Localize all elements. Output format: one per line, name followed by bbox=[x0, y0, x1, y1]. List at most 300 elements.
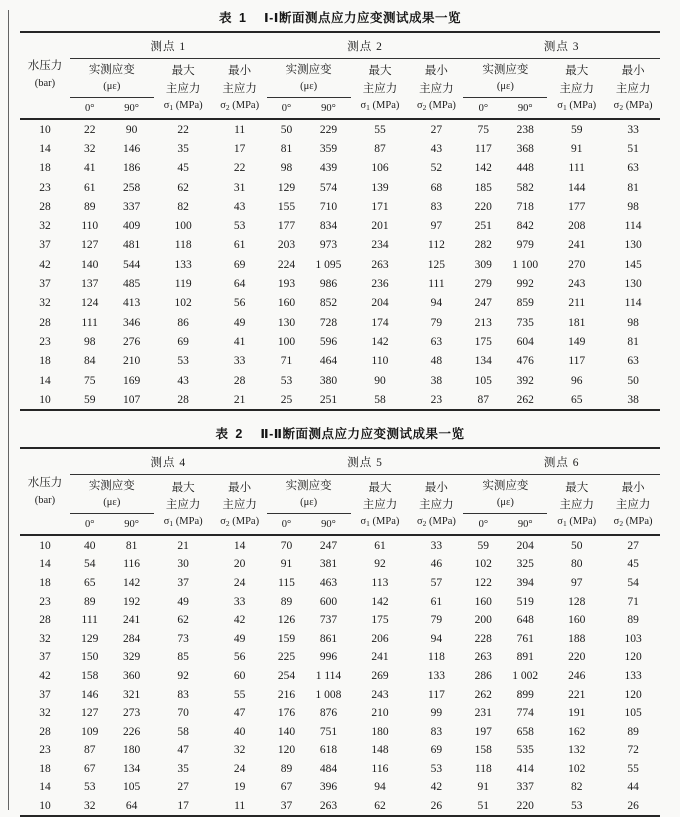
deg90-header: 90° bbox=[503, 514, 547, 536]
value-cell: 229 bbox=[319, 123, 338, 136]
pressure-cell: 28 bbox=[39, 614, 51, 627]
value-cell: 180 bbox=[371, 725, 389, 738]
value-cell: 133 bbox=[427, 669, 446, 682]
group-header-point-2: 测点 2 bbox=[267, 32, 464, 59]
value-cell: 23 bbox=[430, 393, 443, 406]
value-cell: 337 bbox=[516, 781, 534, 794]
value-cell: 1 100 bbox=[512, 258, 539, 271]
sigma2-unit-label: $\sigma_2$ (MPa) bbox=[220, 99, 260, 112]
value-cell: 27 bbox=[627, 539, 639, 552]
value-cell: 360 bbox=[123, 669, 141, 682]
value-cell: 380 bbox=[319, 374, 338, 387]
value-cell: 75 bbox=[83, 374, 96, 387]
value-cell: 159 bbox=[277, 632, 296, 645]
value-cell: 392 bbox=[516, 374, 534, 387]
value-cell: 73 bbox=[177, 632, 189, 645]
sigma2-unit-label: $\sigma_2$ (MPa) bbox=[416, 99, 456, 112]
group-header-point-4: 测点 4 bbox=[70, 448, 267, 475]
value-cell: 110 bbox=[371, 355, 389, 368]
value-cell: 97 bbox=[570, 576, 583, 589]
value-cell: 174 bbox=[371, 316, 389, 329]
data-row bbox=[20, 667, 660, 686]
value-cell: 177 bbox=[277, 220, 296, 233]
value-cell: 120 bbox=[624, 688, 642, 701]
value-cell: 50 bbox=[570, 539, 583, 552]
value-cell: 22 bbox=[83, 123, 96, 136]
value-cell: 55 bbox=[233, 688, 246, 701]
water-pressure-header bbox=[20, 448, 70, 535]
value-cell: 100 bbox=[174, 220, 192, 233]
pressure-cell: 18 bbox=[39, 355, 51, 368]
table-1-body bbox=[20, 119, 660, 410]
pressure-cell: 32 bbox=[39, 297, 51, 310]
value-cell: 226 bbox=[123, 725, 141, 738]
max-label-2: 主应力 bbox=[559, 499, 594, 512]
value-cell: 1 114 bbox=[315, 669, 342, 682]
value-cell: 648 bbox=[516, 614, 534, 627]
strain-unit: (με) bbox=[300, 497, 318, 509]
value-cell: 81 bbox=[280, 142, 293, 155]
value-cell: 413 bbox=[123, 297, 141, 310]
value-cell: 81 bbox=[627, 181, 639, 194]
value-cell: 381 bbox=[319, 558, 338, 571]
max-label-2: 主应力 bbox=[559, 82, 594, 95]
value-cell: 519 bbox=[516, 595, 534, 608]
group-header-row bbox=[20, 32, 660, 59]
value-cell: 484 bbox=[319, 762, 338, 775]
value-cell: 83 bbox=[430, 200, 443, 213]
value-cell: 1 002 bbox=[512, 669, 539, 682]
value-cell: 842 bbox=[516, 220, 534, 233]
min-principal-stress-header bbox=[409, 475, 463, 536]
deg90-header: 90° bbox=[110, 514, 154, 536]
value-cell: 114 bbox=[624, 297, 642, 310]
value-cell: 834 bbox=[319, 220, 338, 233]
value-cell: 65 bbox=[83, 576, 96, 589]
value-cell: 228 bbox=[474, 632, 492, 645]
value-cell: 91 bbox=[570, 142, 583, 155]
table-2-title: Ⅱ-Ⅱ断面测点应力应变测试成果一览 bbox=[260, 427, 465, 442]
value-cell: 58 bbox=[177, 725, 189, 738]
value-cell: 96 bbox=[570, 374, 583, 387]
data-row bbox=[20, 797, 660, 817]
value-cell: 37 bbox=[177, 576, 189, 589]
value-cell: 481 bbox=[123, 239, 141, 252]
value-cell: 11 bbox=[234, 123, 246, 136]
value-cell: 68 bbox=[430, 181, 443, 194]
value-cell: 105 bbox=[474, 374, 492, 387]
value-cell: 254 bbox=[277, 669, 296, 682]
value-cell: 140 bbox=[277, 725, 296, 738]
value-cell: 37 bbox=[280, 800, 293, 813]
data-row bbox=[20, 236, 660, 255]
min-label-2: 主应力 bbox=[222, 82, 257, 95]
value-cell: 89 bbox=[627, 725, 639, 738]
sigma1-unit-label: $\sigma_1$ (MPa) bbox=[557, 99, 597, 112]
min-principal-stress-header bbox=[213, 475, 267, 536]
data-row bbox=[20, 592, 660, 611]
data-row bbox=[20, 332, 660, 351]
value-cell: 41 bbox=[233, 335, 246, 348]
value-cell: 158 bbox=[474, 744, 492, 757]
min-principal-stress-header bbox=[606, 475, 660, 536]
value-cell: 160 bbox=[568, 614, 586, 627]
value-cell: 28 bbox=[177, 393, 189, 406]
value-cell: 119 bbox=[174, 278, 192, 291]
scan-margin-line bbox=[8, 10, 9, 810]
value-cell: 220 bbox=[516, 800, 534, 813]
value-cell: 891 bbox=[516, 651, 534, 664]
value-cell: 64 bbox=[233, 278, 246, 291]
stress-strain-table-1 bbox=[20, 31, 660, 411]
value-cell: 111 bbox=[81, 614, 98, 627]
value-cell: 59 bbox=[477, 539, 490, 552]
max-principal-stress-header bbox=[547, 475, 606, 536]
value-cell: 176 bbox=[277, 707, 296, 720]
value-cell: 129 bbox=[277, 181, 296, 194]
pressure-cell: 23 bbox=[39, 181, 51, 194]
value-cell: 394 bbox=[516, 576, 534, 589]
pressure-cell: 32 bbox=[39, 707, 51, 720]
value-cell: 185 bbox=[474, 181, 492, 194]
value-cell: 263 bbox=[319, 800, 338, 813]
value-cell: 852 bbox=[319, 297, 338, 310]
sigma2-unit-label: $\sigma_2$ (MPa) bbox=[613, 99, 653, 112]
value-cell: 49 bbox=[233, 632, 246, 645]
pressure-cell: 14 bbox=[39, 374, 51, 387]
value-cell: 658 bbox=[516, 725, 534, 738]
min-principal-stress-header bbox=[213, 59, 267, 120]
value-cell: 582 bbox=[516, 181, 534, 194]
value-cell: 251 bbox=[474, 220, 492, 233]
measured-strain-header bbox=[70, 475, 154, 514]
value-cell: 107 bbox=[123, 393, 141, 406]
value-cell: 127 bbox=[81, 707, 99, 720]
sigma1-unit-label: $\sigma_1$ (MPa) bbox=[163, 99, 203, 112]
value-cell: 220 bbox=[568, 651, 586, 664]
value-cell: 899 bbox=[516, 688, 534, 701]
max-label-2: 主应力 bbox=[165, 499, 201, 512]
value-cell: 51 bbox=[627, 142, 639, 155]
max-label-2: 主应力 bbox=[362, 82, 398, 95]
deg0-header: 0° bbox=[267, 514, 307, 536]
value-cell: 98 bbox=[83, 335, 96, 348]
value-cell: 140 bbox=[81, 258, 99, 271]
value-cell: 115 bbox=[278, 576, 295, 589]
value-cell: 269 bbox=[371, 669, 389, 682]
value-cell: 71 bbox=[627, 595, 639, 608]
strain-unit: (με) bbox=[496, 80, 514, 92]
strain-label: 实测应变 bbox=[285, 479, 332, 492]
group-header-point-1: 测点 1 bbox=[70, 32, 267, 59]
value-cell: 337 bbox=[123, 200, 141, 213]
value-cell: 246 bbox=[568, 669, 586, 682]
value-cell: 463 bbox=[319, 576, 338, 589]
min-label-1: 最小 bbox=[424, 481, 448, 494]
value-cell: 150 bbox=[81, 651, 99, 664]
data-row bbox=[20, 159, 660, 178]
max-label-1: 最大 bbox=[565, 481, 589, 494]
strain-unit: (με) bbox=[103, 80, 121, 92]
pressure-cell: 37 bbox=[39, 278, 51, 291]
pressure-cell: 18 bbox=[39, 762, 51, 775]
value-cell: 102 bbox=[174, 297, 192, 310]
sigma1-unit-label: $\sigma_1$ (MPa) bbox=[360, 516, 400, 529]
value-cell: 111 bbox=[428, 278, 445, 291]
value-cell: 160 bbox=[277, 297, 296, 310]
pressure-cell: 28 bbox=[39, 316, 51, 329]
value-cell: 737 bbox=[319, 614, 338, 627]
value-cell: 116 bbox=[123, 558, 141, 571]
value-cell: 146 bbox=[123, 142, 141, 155]
value-cell: 596 bbox=[319, 335, 338, 348]
water-pressure-unit: (bar) bbox=[34, 494, 56, 506]
value-cell: 43 bbox=[430, 142, 443, 155]
min-principal-stress-header bbox=[409, 59, 463, 120]
value-cell: 81 bbox=[125, 539, 138, 552]
value-cell: 91 bbox=[280, 558, 293, 571]
sigma1-unit-label: $\sigma_1$ (MPa) bbox=[360, 99, 400, 112]
value-cell: 42 bbox=[233, 614, 246, 627]
value-cell: 98 bbox=[627, 200, 639, 213]
value-cell: 263 bbox=[371, 258, 389, 271]
value-cell: 53 bbox=[280, 374, 293, 387]
value-cell: 72 bbox=[627, 744, 639, 757]
data-row bbox=[20, 574, 660, 593]
value-cell: 276 bbox=[123, 335, 141, 348]
value-cell: 992 bbox=[516, 278, 534, 291]
value-cell: 134 bbox=[123, 762, 141, 775]
value-cell: 761 bbox=[516, 632, 534, 645]
min-label-1: 最小 bbox=[424, 65, 448, 78]
pressure-cell: 10 bbox=[39, 393, 51, 406]
value-cell: 59 bbox=[83, 393, 96, 406]
value-cell: 325 bbox=[516, 558, 534, 571]
value-cell: 247 bbox=[319, 539, 338, 552]
value-cell: 84 bbox=[83, 355, 96, 368]
value-cell: 396 bbox=[319, 781, 338, 794]
value-cell: 149 bbox=[568, 335, 586, 348]
value-cell: 65 bbox=[570, 393, 583, 406]
value-cell: 61 bbox=[233, 239, 246, 252]
data-row bbox=[20, 648, 660, 667]
value-cell: 55 bbox=[374, 123, 386, 136]
value-cell: 243 bbox=[371, 688, 389, 701]
value-cell: 270 bbox=[568, 258, 586, 271]
measured-strain-header bbox=[267, 475, 351, 514]
value-cell: 986 bbox=[319, 278, 338, 291]
value-cell: 63 bbox=[430, 335, 443, 348]
measured-strain-header bbox=[70, 59, 154, 98]
value-cell: 718 bbox=[516, 200, 534, 213]
deg0-header: 0° bbox=[463, 514, 503, 536]
value-cell: 137 bbox=[81, 278, 99, 291]
value-cell: 53 bbox=[83, 781, 96, 794]
value-cell: 14 bbox=[233, 539, 246, 552]
value-cell: 118 bbox=[428, 651, 445, 664]
value-cell: 26 bbox=[627, 800, 639, 813]
deg0-header: 0° bbox=[70, 514, 110, 536]
value-cell: 774 bbox=[516, 707, 534, 720]
value-cell: 162 bbox=[568, 725, 586, 738]
strain-label: 实测应变 bbox=[482, 63, 529, 76]
value-cell: 98 bbox=[627, 316, 639, 329]
min-label-1: 最小 bbox=[621, 481, 645, 494]
value-cell: 262 bbox=[474, 688, 492, 701]
pressure-cell: 32 bbox=[39, 220, 51, 233]
value-cell: 98 bbox=[280, 162, 293, 175]
value-cell: 57 bbox=[430, 576, 443, 589]
value-cell: 220 bbox=[474, 200, 492, 213]
value-cell: 604 bbox=[516, 335, 534, 348]
value-cell: 117 bbox=[568, 355, 586, 368]
group-header-point-6: 测点 6 bbox=[463, 448, 660, 475]
value-cell: 146 bbox=[81, 688, 99, 701]
value-cell: 130 bbox=[277, 316, 296, 329]
value-cell: 53 bbox=[570, 800, 583, 813]
data-row bbox=[20, 778, 660, 797]
measured-strain-header bbox=[463, 475, 547, 514]
value-cell: 309 bbox=[474, 258, 492, 271]
value-cell: 464 bbox=[319, 355, 338, 368]
value-cell: 329 bbox=[123, 651, 141, 664]
value-cell: 273 bbox=[123, 707, 141, 720]
value-cell: 139 bbox=[371, 181, 389, 194]
strain-unit: (με) bbox=[300, 80, 318, 92]
value-cell: 28 bbox=[233, 374, 246, 387]
value-cell: 180 bbox=[123, 744, 141, 757]
value-cell: 43 bbox=[177, 374, 189, 387]
value-cell: 117 bbox=[428, 688, 445, 701]
value-cell: 122 bbox=[474, 576, 492, 589]
value-cell: 414 bbox=[516, 762, 534, 775]
pressure-cell: 18 bbox=[39, 576, 51, 589]
value-cell: 439 bbox=[319, 162, 338, 175]
value-cell: 79 bbox=[430, 316, 443, 329]
value-cell: 169 bbox=[123, 374, 141, 387]
value-cell: 751 bbox=[319, 725, 338, 738]
data-row bbox=[20, 216, 660, 235]
value-cell: 17 bbox=[233, 142, 246, 155]
value-cell: 203 bbox=[277, 239, 296, 252]
data-row bbox=[20, 294, 660, 313]
value-cell: 197 bbox=[474, 725, 492, 738]
value-cell: 247 bbox=[474, 297, 492, 310]
value-cell: 22 bbox=[233, 162, 246, 175]
water-pressure-unit: (bar) bbox=[34, 78, 56, 90]
value-cell: 83 bbox=[430, 725, 443, 738]
value-cell: 50 bbox=[627, 374, 639, 387]
value-cell: 243 bbox=[568, 278, 586, 291]
data-row bbox=[20, 390, 660, 410]
value-cell: 31 bbox=[233, 181, 246, 194]
strain-label: 实测应变 bbox=[285, 63, 332, 76]
sigma2-unit-label: $\sigma_2$ (MPa) bbox=[220, 516, 260, 529]
strain-label: 实测应变 bbox=[88, 63, 135, 76]
value-cell: 224 bbox=[277, 258, 296, 271]
deg0-header: 0° bbox=[70, 98, 110, 120]
value-cell: 102 bbox=[474, 558, 492, 571]
value-cell: 48 bbox=[430, 355, 443, 368]
pressure-cell: 14 bbox=[39, 142, 51, 155]
value-cell: 82 bbox=[570, 781, 583, 794]
pressure-cell: 37 bbox=[39, 688, 51, 701]
data-row bbox=[20, 371, 660, 390]
max-label-2: 主应力 bbox=[362, 499, 398, 512]
deg90-header: 90° bbox=[110, 98, 154, 120]
value-cell: 42 bbox=[430, 781, 443, 794]
pressure-cell: 10 bbox=[39, 539, 51, 552]
value-cell: 85 bbox=[177, 651, 189, 664]
data-row bbox=[20, 178, 660, 197]
value-cell: 40 bbox=[233, 725, 246, 738]
value-cell: 54 bbox=[627, 576, 639, 589]
value-cell: 120 bbox=[624, 651, 642, 664]
value-cell: 118 bbox=[174, 239, 192, 252]
value-cell: 286 bbox=[474, 669, 492, 682]
value-cell: 208 bbox=[568, 220, 586, 233]
table-1-title: Ⅰ-Ⅰ断面测点应力应变测试成果一览 bbox=[263, 11, 461, 25]
value-cell: 210 bbox=[371, 707, 389, 720]
value-cell: 64 bbox=[125, 800, 138, 813]
data-row bbox=[20, 119, 660, 139]
value-cell: 600 bbox=[319, 595, 338, 608]
value-cell: 191 bbox=[568, 707, 586, 720]
data-row bbox=[20, 741, 660, 760]
value-cell: 106 bbox=[371, 162, 389, 175]
value-cell: 92 bbox=[374, 558, 386, 571]
value-cell: 61 bbox=[374, 539, 386, 552]
value-cell: 33 bbox=[430, 539, 443, 552]
max-label-1: 最大 bbox=[368, 65, 392, 78]
data-row bbox=[20, 704, 660, 723]
subheader-row bbox=[20, 59, 660, 98]
min-label-2: 主应力 bbox=[222, 499, 257, 512]
value-cell: 83 bbox=[177, 688, 189, 701]
value-cell: 251 bbox=[319, 393, 338, 406]
value-cell: 175 bbox=[474, 335, 492, 348]
value-cell: 1 095 bbox=[315, 258, 342, 271]
value-cell: 133 bbox=[624, 669, 642, 682]
pressure-cell: 10 bbox=[39, 800, 51, 813]
value-cell: 79 bbox=[430, 614, 443, 627]
value-cell: 192 bbox=[123, 595, 141, 608]
max-principal-stress-header bbox=[547, 59, 606, 120]
value-cell: 175 bbox=[371, 614, 389, 627]
value-cell: 62 bbox=[177, 181, 189, 194]
min-label-2: 主应力 bbox=[615, 499, 651, 512]
pressure-cell: 23 bbox=[39, 595, 51, 608]
value-cell: 24 bbox=[233, 762, 246, 775]
group-header-point-5: 测点 5 bbox=[267, 448, 464, 475]
value-cell: 11 bbox=[234, 800, 246, 813]
value-cell: 234 bbox=[371, 239, 389, 252]
min-label-2: 主应力 bbox=[419, 499, 454, 512]
value-cell: 116 bbox=[371, 762, 389, 775]
value-cell: 238 bbox=[516, 123, 534, 136]
value-cell: 710 bbox=[319, 200, 338, 213]
value-cell: 105 bbox=[123, 781, 141, 794]
value-cell: 210 bbox=[123, 355, 141, 368]
value-cell: 33 bbox=[233, 595, 246, 608]
value-cell: 56 bbox=[233, 651, 246, 664]
value-cell: 735 bbox=[516, 316, 534, 329]
value-cell: 33 bbox=[233, 355, 246, 368]
sigma1-unit-label: $\sigma_1$ (MPa) bbox=[163, 516, 203, 529]
value-cell: 55 bbox=[627, 762, 639, 775]
value-cell: 90 bbox=[374, 374, 386, 387]
value-cell: 618 bbox=[319, 744, 338, 757]
